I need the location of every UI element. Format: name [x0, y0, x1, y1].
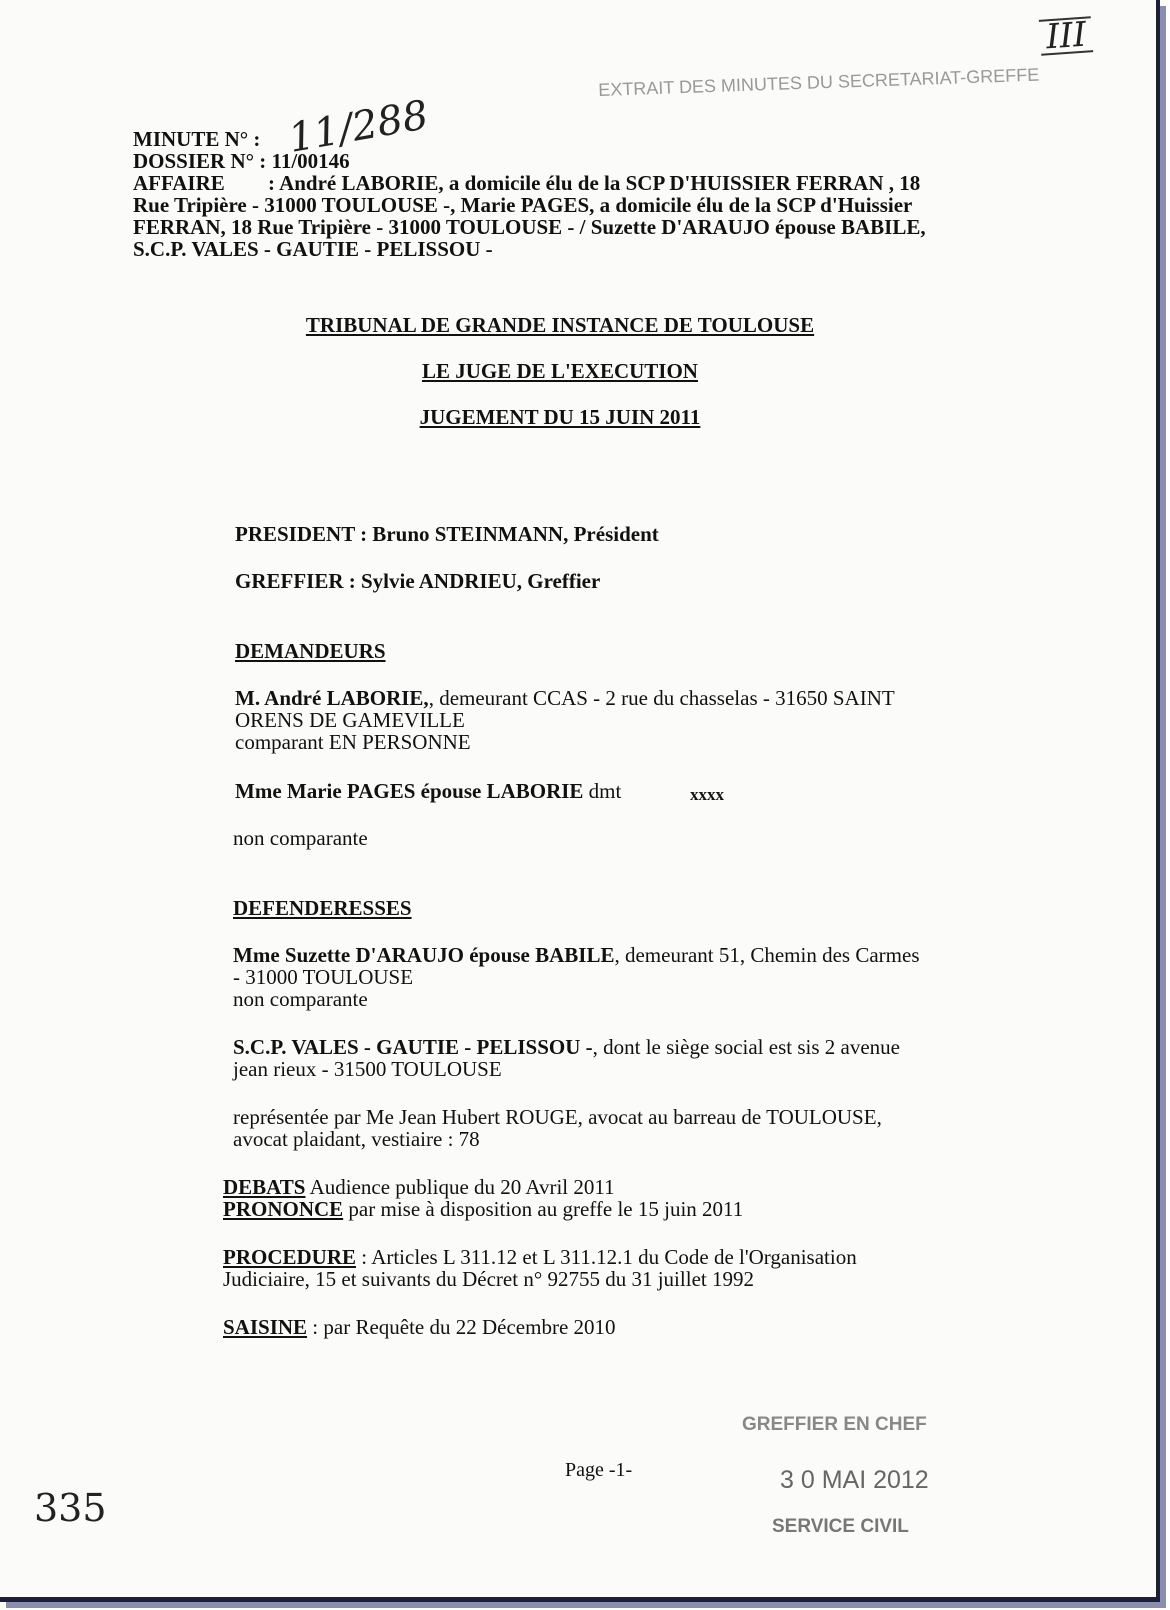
- party-address: dmt: [583, 779, 622, 803]
- party-name: M. André LABORIE,: [235, 686, 429, 710]
- redacted-address: xxxx: [690, 785, 724, 804]
- dossier-number: DOSSIER N° : 11/00146: [133, 149, 350, 173]
- party-address: - 31000 TOULOUSE: [233, 965, 414, 989]
- party-name: Mme Marie PAGES épouse LABORIE: [235, 779, 584, 803]
- representation: représentée par Me Jean Hubert ROUGE, avocat au barreau de TOULOUSE,: [233, 1105, 882, 1129]
- representation: avocat plaidant, vestiaire : 78: [233, 1127, 480, 1151]
- stamp-greffier-chef: GREFFIER EN CHEF: [742, 1414, 927, 1435]
- title-tribunal: TRIBUNAL DE GRANDE INSTANCE DE TOULOUSE: [305, 313, 815, 337]
- title-jugement: JUGEMENT DU 15 JUIN 2011: [419, 405, 701, 429]
- saisine-label: SAISINE: [223, 1315, 308, 1339]
- prononce-label: PRONONCE: [223, 1197, 344, 1221]
- title-juge: LE JUGE DE L'EXECUTION: [422, 359, 698, 383]
- party-address: , demeurant CCAS - 2 rue du chasselas - 31650 SAINT: [428, 686, 895, 710]
- defenderesses-heading: DEFENDERESSES: [233, 896, 412, 920]
- affaire-line: : André LABORIE, a domicile élu de la SCP D'HUISSIER FERRAN , 18: [268, 171, 921, 195]
- saisine-text: : par Requête du 22 Décembre 2010: [307, 1315, 616, 1339]
- party-status: non comparante: [233, 987, 368, 1011]
- party-name: Mme Suzette D'ARAUJO épouse BABILE: [233, 943, 615, 967]
- affaire-line: S.C.P. VALES - GAUTIE - PELISSOU -: [133, 237, 493, 261]
- procedure-label: PROCEDURE: [223, 1245, 357, 1269]
- corner-mark: III: [1039, 16, 1094, 56]
- procedure-text: Judiciaire, 15 et suivants du Décret n° 92755 du 31 juillet 1992: [223, 1267, 754, 1291]
- stamp-service: SERVICE CIVIL: [772, 1516, 909, 1537]
- handwritten-page-number: 335: [34, 1486, 107, 1530]
- party-name: S.C.P. VALES - GAUTIE - PELISSOU -: [233, 1035, 593, 1059]
- debats-text: Audience publique du 20 Avril 2011: [305, 1175, 615, 1199]
- prononce-text: par mise à disposition au greffe le 15 juin 2011: [343, 1197, 744, 1221]
- greffier: GREFFIER : Sylvie ANDRIEU, Greffier: [235, 569, 601, 593]
- party-status: non comparante: [233, 826, 368, 850]
- minute-handwritten: 11/288: [285, 92, 432, 162]
- party-address: jean rieux - 31500 TOULOUSE: [233, 1057, 502, 1081]
- affaire-label: AFFAIRE: [133, 171, 225, 195]
- page-number: Page -1-: [565, 1459, 633, 1481]
- affaire-line: FERRAN, 18 Rue Tripière - 31000 TOULOUSE - / Suzette D'ARAUJO épouse BABILE,: [133, 215, 926, 239]
- party-status: comparant EN PERSONNE: [235, 730, 471, 754]
- party-address: , dont le siège social est sis 2 avenue: [592, 1035, 900, 1059]
- president: PRESIDENT : Bruno STEINMANN, Président: [235, 522, 659, 546]
- stamp-date: 3 0 MAI 2012: [780, 1466, 929, 1494]
- stamp-extrait: EXTRAIT DES MINUTES DU SECRETARIAT-GREFFE: [598, 64, 1040, 100]
- minute-label: MINUTE N° :: [133, 127, 261, 151]
- debats-label: DEBATS: [223, 1175, 306, 1199]
- procedure-text: : Articles L 311.12 et L 311.12.1 du Code de l'Organisation: [356, 1245, 857, 1269]
- party-address: ORENS DE GAMEVILLE: [235, 708, 465, 732]
- affaire-line: Rue Tripière - 31000 TOULOUSE -, Marie PAGES, a domicile élu de la SCP d'Huissier: [133, 193, 913, 217]
- party-address: , demeurant 51, Chemin des Carmes: [614, 943, 920, 967]
- demandeurs-heading: DEMANDEURS: [235, 639, 386, 663]
